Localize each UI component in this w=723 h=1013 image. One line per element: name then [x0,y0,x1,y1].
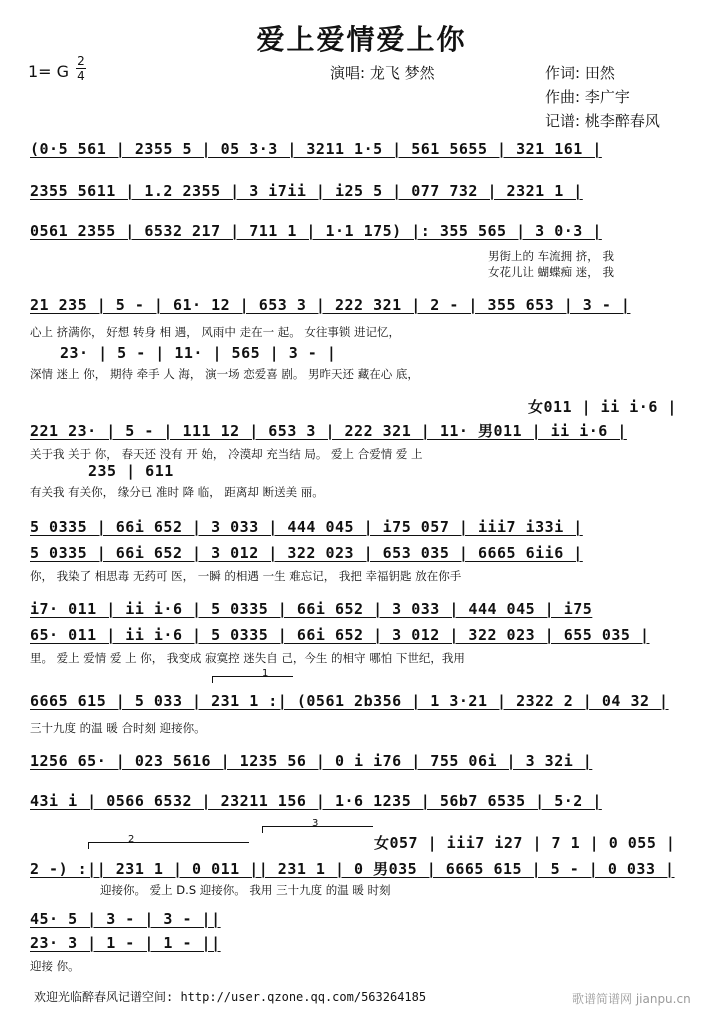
time-signature [76,55,86,82]
meter-bottom: 4 [77,69,85,83]
staff-notes: 1256 65· | 023 5616 | 1235 56 | 0 i i76 | 755 06i | 3 32i | [30,752,593,770]
staff-notes: 21 235 | 5 - | 61· 12 | 653 3 | 222 321 | 2 - | 355 653 | 3 - | [30,296,631,314]
volta-label-1: 1 [262,668,269,679]
staff-lyrics: 关于我 关于 你， 春天还 没有 开 始， 冷漠却 充当结 局。 爱上 合爱情 爱 上 [30,447,423,461]
staff-notes: 45· 5 | 3 - | 3 - || [30,910,221,928]
volta-bracket-1 [212,676,293,683]
site-watermark: 歌谱简谱网 jianpu.cn [572,992,691,1006]
staff-lyrics: 男街上的 车流拥 挤， 我 [488,249,614,263]
staff-lyrics: 女花儿让 蝴蝶痴 迷， 我 [488,265,614,279]
song-title: 爱上爱情爱上你 [256,23,467,56]
staff-lyrics: 里。 爱上 爱情 爱 上 你， 我变成 寂寞控 迷失自 己，今生 的相守 哪怕 下世纪，我用 [30,651,465,665]
staff-lyrics: 迎接 你。 [30,959,80,973]
volta-label-2: 2 [128,834,135,845]
staff-notes: 0561 2355 | 6532 217 | 711 1 | 1·1 175) |: 355 565 | 3 0·3 | [30,222,602,240]
composer-credit: 作曲: 李广宇 [545,88,630,106]
staff-notes: 23· 3 | 1 - | 1 - || [30,934,221,952]
staff-lyrics: 有关我 有关你， 缘分已 准时 降 临， 距离却 断送美 丽。 [30,485,324,499]
staff-notes: 235 | 611 [88,462,174,480]
staff-notes: 221 23· | 5 - | 111 12 | 653 3 | 222 321 | 11· 男011 | ii i·6 | [30,422,627,440]
staff-notes: i7· 011 | ii i·6 | 5 0335 | 66i 652 | 3 033 | 444 045 | i75 [30,600,593,618]
meter-top: 2 [77,54,85,68]
staff-lyrics: 心上 挤满你， 好想 转身 相 遇， 风雨中 走在一 起。 女往事锁 进记忆， [30,325,401,339]
staff-notes: 43i i | 0566 6532 | 23211 156 | 1·6 1235 | 56b7 6535 | 5·2 | [30,792,602,810]
staff-notes: 2355 5611 | 1.2 2355 | 3 i7ii | i25 5 | 077 732 | 2321 1 | [30,182,583,200]
staff-lyrics: 迎接你。 爱上 D.S 迎接你。 我用 三十九度 的温 暖 时刻 [100,883,391,897]
staff-notes: 2 -) :|| 231 1 | 0 011 || 231 1 | 0 男035 | 6665 615 | 5 - | 0 033 | [30,860,675,878]
lyricist-credit: 作词: 田然 [545,64,615,82]
key-signature: 1= G [28,62,70,81]
transcriber-credit: 记谱: 桃李醉春风 [545,112,660,130]
staff-notes: 65· 011 | ii i·6 | 5 0335 | 66i 652 | 3 012 | 322 023 | 655 035 | [30,626,650,644]
staff-notes: 女057 | iii7 i27 | 7 1 | 0 055 | [374,834,676,852]
staff-notes: 23· | 5 - | 11· | 565 | 3 - | [60,344,337,362]
singers-credit: 演唱: 龙飞 梦然 [330,64,435,82]
staff-notes: 6665 615 | 5 033 | 231 1 :| (0561 2b356 | 1 3·21 | 2322 2 | 04 32 | [30,692,669,710]
staff-lyrics: 三十九度 的温 暖 合时刻 迎接你。 [30,721,206,735]
volta-label-3: 3 [312,818,319,829]
staff-notes: 5 0335 | 66i 652 | 3 012 | 322 023 | 653 035 | 6665 6ii6 | [30,544,583,562]
footer-link[interactable]: 欢迎光临醉春风记谱空间: http://user.qzone.qq.com/563264185 [34,990,427,1004]
staff-notes: (0·5 561 | 2355 5 | 05 3·3 | 3211 1·5 | 561 5655 | 321 161 | [30,140,602,158]
staff-notes: 女011 | ii i·6 | [528,398,677,416]
staff-lyrics: 你， 我染了 相思毒 无药可 医， 一瞬 的相遇 一生 难忘记， 我把 幸福钥匙 放在你手 [30,569,462,583]
staff-notes: 5 0335 | 66i 652 | 3 033 | 444 045 | i75 057 | iii7 i33i | [30,518,583,536]
staff-lyrics: 深情 迷上 你， 期待 牵手 人 海， 演一场 恋爱喜 剧。 男昨天还 藏在心 底， [30,367,419,381]
volta-bracket-2 [88,842,249,849]
